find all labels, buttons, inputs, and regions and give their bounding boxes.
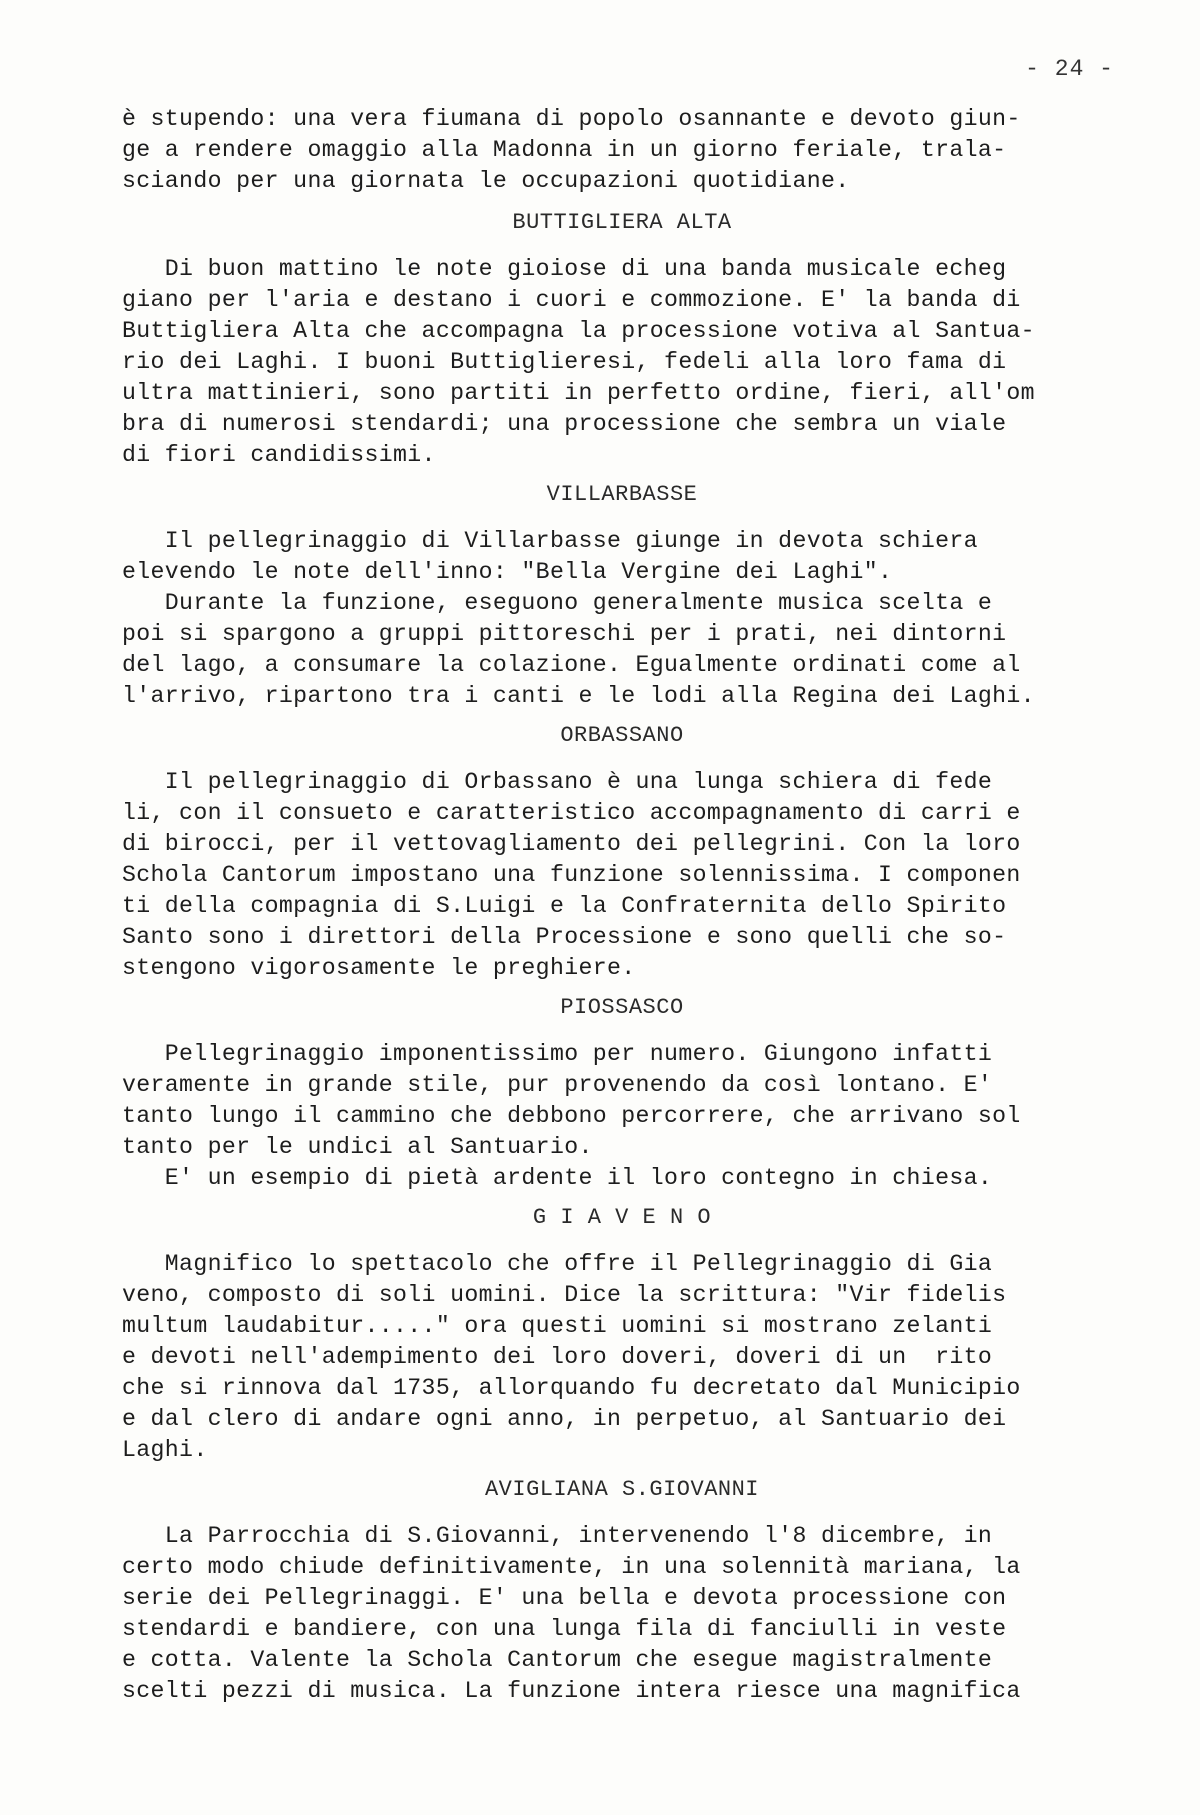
text-line: di fiori candidissimi. [122, 442, 436, 468]
section-giaveno [122, 1202, 1122, 1466]
text-line: Magnifico lo spettacolo che offre il Pellegrinaggio di Gia [122, 1251, 993, 1277]
text-line: Il pellegrinaggio di Orbassano è una lunga schiera di fede [122, 769, 993, 795]
intro-paragraph [122, 104, 1122, 197]
text-line: Il pellegrinaggio di Villarbasse giunge in devota schiera [122, 528, 978, 554]
text-line: certo modo chiude definitivamente, in una solennità mariana, la [122, 1554, 1021, 1580]
section-buttigliera-alta [122, 207, 1122, 471]
text-line: l'arrivo, ripartono tra i canti e le lodi alla Regina dei Laghi. [122, 683, 1035, 709]
text-line: serie dei Pellegrinaggi. E' una bella e devota processione con [122, 1585, 1007, 1611]
section-heading: BUTTIGLIERA ALTA [512, 210, 732, 235]
text-line: giano per l'aria e destano i cuori e commozione. E' la banda di [122, 287, 1021, 313]
text-line: tanto lungo il cammino che debbono percorrere, che arrivano sol [122, 1103, 1021, 1129]
text-line: elevendo le note dell'inno: "Bella Vergine dei Laghi". [122, 559, 893, 585]
text-line: e devoti nell'adempimento dei loro doveri, doveri di un rito [122, 1344, 993, 1370]
section-piossasco [122, 992, 1122, 1194]
text-line: Buttigliera Alta che accompagna la processione votiva al Santua- [122, 318, 1035, 344]
text-line: scelti pezzi di musica. La funzione intera riesce una magnifica [122, 1678, 1021, 1704]
text-line: stendardi e bandiere, con una lunga fila di fanciulli in veste [122, 1616, 1007, 1642]
section-heading: AVIGLIANA S.GIOVANNI [484, 1477, 760, 1502]
text-line: veno, composto di soli uomini. Dice la scrittura: "Vir fidelis [122, 1282, 1007, 1308]
text-line: Durante la funzione, eseguono generalmente musica scelta e [122, 590, 993, 616]
text-line: veramente in grande stile, pur provenendo da così lontano. E' [122, 1072, 993, 1098]
text-line: Pellegrinaggio imponentissimo per numero. Giungono infatti [122, 1041, 993, 1067]
text-line: ge a rendere omaggio alla Madonna in un giorno feriale, trala- [122, 137, 1007, 163]
text-line: e cotta. Valente la Schola Cantorum che esegue magistralmente [122, 1647, 993, 1673]
text-line: Di buon mattino le note gioiose di una banda musicale echeg [122, 256, 1007, 282]
text-line: La Parrocchia di S.Giovanni, intervenendo l'8 dicembre, in [122, 1523, 993, 1549]
text-line: è stupendo: una vera fiumana di popolo osannante e devoto giun- [122, 106, 1021, 132]
section-heading: PIOSSASCO [560, 995, 684, 1020]
text-line: tanto per le undici al Santuario. [122, 1134, 593, 1160]
text-line: Santo sono i direttori della Processione e sono quelli che so- [122, 924, 1007, 950]
text-line: E' un esempio di pietà ardente il loro contegno in chiesa. [122, 1165, 993, 1191]
text-line: Schola Cantorum impostano una funzione solennissima. I componen [122, 862, 1021, 888]
section-heading: ORBASSANO [560, 723, 684, 748]
section-villarbasse [122, 479, 1122, 712]
section-avigliana-s-giovanni [122, 1474, 1122, 1707]
text-line: ti della compagnia di S.Luigi e la Confraternita dello Spirito [122, 893, 1007, 919]
text-line: rio dei Laghi. I buoni Buttiglieresi, fedeli alla loro fama di [122, 349, 1007, 375]
text-line: del lago, a consumare la colazione. Egualmente ordinati come al [122, 652, 1021, 678]
text-line: che si rinnova dal 1735, allorquando fu decretato dal Municipio [122, 1375, 1021, 1401]
text-line: bra di numerosi stendardi; una processione che sembra un viale [122, 411, 1007, 437]
document-body [122, 104, 1122, 1707]
text-line: multum laudabitur....." ora questi uomini si mostrano zelanti [122, 1313, 993, 1339]
section-orbassano [122, 720, 1122, 984]
page-number: - 24 - [1025, 56, 1114, 82]
text-line: di birocci, per il vettovagliamento dei pellegrini. Con la loro [122, 831, 1021, 857]
text-line: sciando per una giornata le occupazioni quotidiane. [122, 168, 850, 194]
section-heading: G I A V E N O [532, 1205, 712, 1230]
text-line: poi si spargono a gruppi pittoreschi per i prati, nei dintorni [122, 621, 1007, 647]
text-line: e dal clero di andare ogni anno, in perpetuo, al Santuario dei [122, 1406, 1007, 1432]
text-line: ultra mattinieri, sono partiti in perfetto ordine, fieri, all'om [122, 380, 1035, 406]
section-heading: VILLARBASSE [546, 482, 698, 507]
text-line: Laghi. [122, 1437, 208, 1463]
text-line: stengono vigorosamente le preghiere. [122, 955, 636, 981]
text-line: li, con il consueto e caratteristico accompagnamento di carri e [122, 800, 1021, 826]
